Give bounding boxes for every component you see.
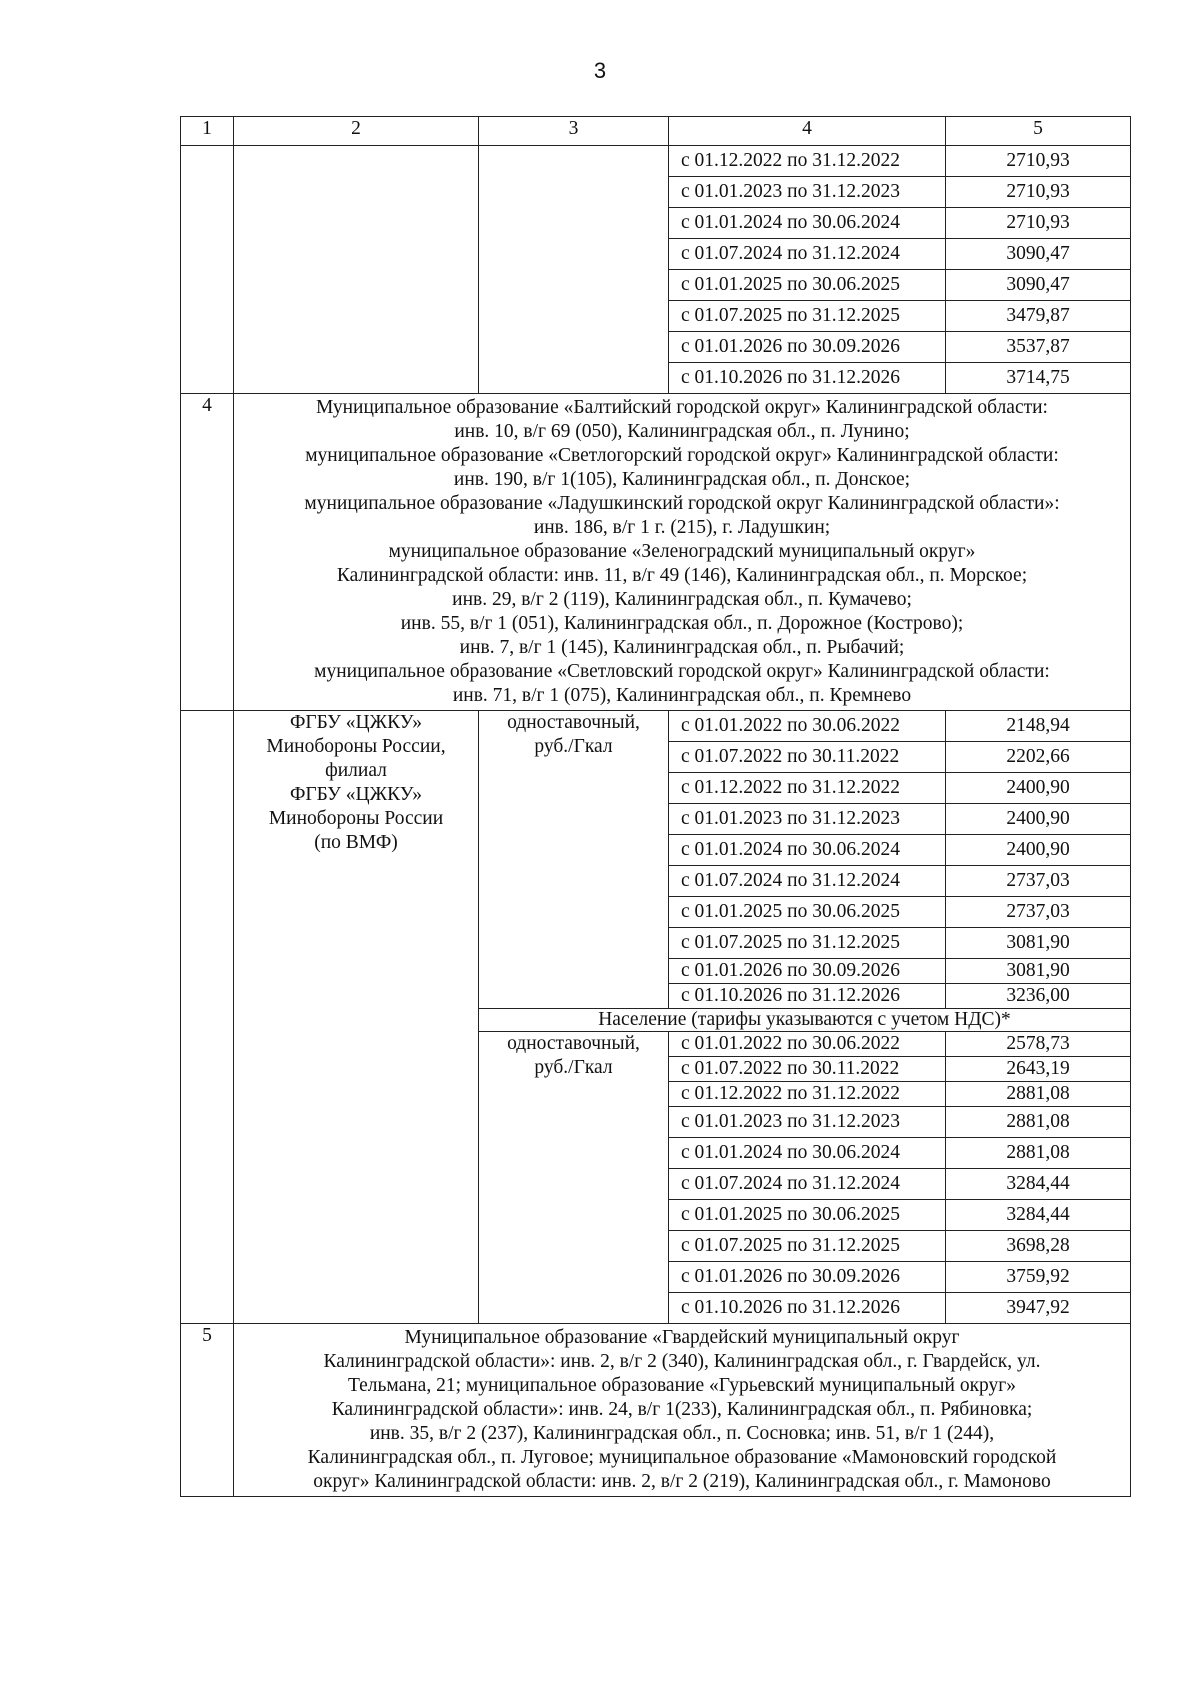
period-cell: с 01.01.2025 по 30.06.2025 xyxy=(669,270,946,301)
tariff-value: 3236,00 xyxy=(946,984,1131,1009)
section-number: 4 xyxy=(181,394,234,711)
period-cell: с 01.10.2026 по 31.12.2026 xyxy=(669,363,946,394)
organization-line: (по ВМФ) xyxy=(314,832,398,853)
section-row xyxy=(181,1324,1131,1497)
section-description xyxy=(234,1324,1131,1497)
col-header-1: 1 xyxy=(181,117,234,146)
tariff-value: 2737,03 xyxy=(946,866,1131,897)
tariff-value: 3537,87 xyxy=(946,332,1131,363)
description-line: инв. 29, в/г 2 (119), Калининградская обл., п. Кумачево; xyxy=(452,589,912,610)
tariff-value: 3284,44 xyxy=(946,1200,1131,1231)
description-line: Муниципальное образование «Гвардейский муниципальный округ xyxy=(404,1327,960,1348)
period-cell: с 01.10.2026 по 31.12.2026 xyxy=(669,1293,946,1324)
tariff-value: 2881,08 xyxy=(946,1107,1131,1138)
period-cell: с 01.01.2024 по 30.06.2024 xyxy=(669,835,946,866)
period-cell: с 01.07.2024 по 31.12.2024 xyxy=(669,1169,946,1200)
description-line: муниципальное образование «Ладушкинский городской округ Калининградской области»: xyxy=(304,493,1060,514)
blank-number-cell xyxy=(181,711,234,1324)
period-cell: с 01.01.2026 по 30.09.2026 xyxy=(669,1262,946,1293)
period-cell: с 01.12.2022 по 31.12.2022 xyxy=(669,773,946,804)
organization-line: ФГБУ «ЦЖКУ» xyxy=(289,712,423,733)
rate-type-line: одноставочный, xyxy=(507,1033,640,1054)
section-description xyxy=(234,394,1131,711)
tariff-value: 2400,90 xyxy=(946,835,1131,866)
description-line: Калининградская обл., п. Луговое; муниципальное образование «Мамоновский городской xyxy=(307,1447,1057,1468)
blank-col-2 xyxy=(234,146,479,394)
description-line: инв. 190, в/г 1(105), Калининградская обл., п. Донское; xyxy=(453,469,911,490)
table-row xyxy=(181,711,1131,742)
section-row xyxy=(181,394,1131,711)
description-line: инв. 10, в/г 69 (050), Калининградская обл., п. Лунино; xyxy=(454,421,910,442)
col-header-4: 4 xyxy=(669,117,946,146)
description-line: Калининградской области»: инв. 2, в/г 2 (340), Калининградская обл., г. Гвардейск, ул. xyxy=(323,1351,1041,1372)
period-cell: с 01.01.2025 по 30.06.2025 xyxy=(669,1200,946,1231)
period-cell: с 01.01.2023 по 31.12.2023 xyxy=(669,804,946,835)
tariff-value: 2400,90 xyxy=(946,773,1131,804)
description-line: Тельмана, 21; муниципальное образование «Гурьевский муниципальный округ» xyxy=(347,1375,1017,1396)
tariff-value: 2148,94 xyxy=(946,711,1131,742)
period-cell: с 01.01.2023 по 31.12.2023 xyxy=(669,1107,946,1138)
organization-line: Минобороны России xyxy=(268,808,444,829)
description-line: муниципальное образование «Светлогорский городской округ» Калининградской области: xyxy=(305,445,1059,466)
tariff-value: 2737,03 xyxy=(946,897,1131,928)
period-cell: с 01.07.2025 по 31.12.2025 xyxy=(669,1231,946,1262)
page-number: 3 xyxy=(593,58,607,83)
organization-line: филиал xyxy=(325,760,387,781)
period-cell: с 01.07.2025 по 31.12.2025 xyxy=(669,301,946,332)
period-cell: с 01.12.2022 по 31.12.2022 xyxy=(669,146,946,177)
tariff-value: 3081,90 xyxy=(946,959,1131,984)
tariff-value: 2578,73 xyxy=(946,1032,1131,1057)
rate-type-line: руб./Гкал xyxy=(534,736,613,757)
tariff-value: 3284,44 xyxy=(946,1169,1131,1200)
period-cell: с 01.07.2022 по 30.11.2022 xyxy=(669,742,946,773)
description-line: Калининградской области: инв. 11, в/г 49 (146), Калининградская обл., п. Морское; xyxy=(336,565,1028,586)
col-header-2: 2 xyxy=(234,117,479,146)
tariff-table xyxy=(180,116,1131,1497)
tariff-value: 3090,47 xyxy=(946,239,1131,270)
tariff-value: 3947,92 xyxy=(946,1293,1131,1324)
tariff-value: 3081,90 xyxy=(946,928,1131,959)
tariff-value: 2881,08 xyxy=(946,1138,1131,1169)
period-cell: с 01.07.2024 по 31.12.2024 xyxy=(669,239,946,270)
period-cell: с 01.01.2026 по 30.09.2026 xyxy=(669,332,946,363)
col-header-3: 3 xyxy=(479,117,669,146)
tariff-value: 2881,08 xyxy=(946,1082,1131,1107)
description-line: инв. 55, в/г 1 (051), Калининградская обл., п. Дорожное (Кострово); xyxy=(400,613,964,634)
tariff-value: 2710,93 xyxy=(946,177,1131,208)
description-line: муниципальное образование «Зеленоградский муниципальный округ» xyxy=(388,541,976,562)
tariff-value: 2400,90 xyxy=(946,804,1131,835)
description-line: инв. 71, в/г 1 (075), Калининградская обл., п. Кремнево xyxy=(452,685,912,706)
description-line: инв. 186, в/г 1 г. (215), г. Ладушкин; xyxy=(533,517,831,538)
organization-line: Минобороны России, xyxy=(266,736,446,757)
period-cell: с 01.07.2024 по 31.12.2024 xyxy=(669,866,946,897)
section-number: 5 xyxy=(181,1324,234,1497)
period-cell: с 01.07.2022 по 30.11.2022 xyxy=(669,1057,946,1082)
rate-type-line: одноставочный, xyxy=(507,712,640,733)
rate-type-line: руб./Гкал xyxy=(534,1057,613,1078)
population-label: Население (тарифы указываются с учетом НДС)* xyxy=(479,1009,1131,1032)
tariff-value: 2710,93 xyxy=(946,146,1131,177)
period-cell: с 01.12.2022 по 31.12.2022 xyxy=(669,1082,946,1107)
header-row xyxy=(181,117,1131,146)
period-cell: с 01.01.2022 по 30.06.2022 xyxy=(669,1032,946,1057)
period-cell: с 01.10.2026 по 31.12.2026 xyxy=(669,984,946,1009)
description-line: муниципальное образование «Светловский городской округ» Калининградской области: xyxy=(314,661,1050,682)
blank-col-3 xyxy=(479,146,669,394)
description-line: Муниципальное образование «Балтийский городской округ» Калининградской области: xyxy=(316,397,1048,418)
description-line: инв. 35, в/г 2 (237), Калининградская обл., п. Сосновка; инв. 51, в/г 1 (244), xyxy=(369,1423,995,1444)
description-line: округ» Калининградской области: инв. 2, в/г 2 (219), Калининградская обл., г. Мамоново xyxy=(313,1471,1051,1492)
period-cell: с 01.01.2022 по 30.06.2022 xyxy=(669,711,946,742)
rate-type-cell xyxy=(479,1032,669,1324)
tariff-value: 3698,28 xyxy=(946,1231,1131,1262)
description-line: Калининградской области»: инв. 24, в/г 1(233), Калининградская обл., п. Рябиновка; xyxy=(331,1399,1033,1420)
period-cell: с 01.01.2024 по 30.06.2024 xyxy=(669,208,946,239)
period-cell: с 01.01.2023 по 31.12.2023 xyxy=(669,177,946,208)
period-cell: с 01.01.2025 по 30.06.2025 xyxy=(669,897,946,928)
tariff-value: 3759,92 xyxy=(946,1262,1131,1293)
tariff-value: 2202,66 xyxy=(946,742,1131,773)
col-header-5: 5 xyxy=(946,117,1131,146)
tariff-value: 3714,75 xyxy=(946,363,1131,394)
blank-col-1 xyxy=(181,146,234,394)
rate-type-cell xyxy=(479,711,669,1009)
table-row xyxy=(181,146,1131,177)
period-cell: с 01.01.2024 по 30.06.2024 xyxy=(669,1138,946,1169)
period-cell: с 01.07.2025 по 31.12.2025 xyxy=(669,928,946,959)
tariff-value: 2710,93 xyxy=(946,208,1131,239)
organization-cell xyxy=(234,711,479,1324)
organization-line: ФГБУ «ЦЖКУ» xyxy=(289,784,423,805)
period-cell: с 01.01.2026 по 30.09.2026 xyxy=(669,959,946,984)
tariff-value: 2643,19 xyxy=(946,1057,1131,1082)
description-line: инв. 7, в/г 1 (145), Калининградская обл., п. Рыбачий; xyxy=(459,637,905,658)
tariff-value: 3479,87 xyxy=(946,301,1131,332)
tariff-value: 3090,47 xyxy=(946,270,1131,301)
